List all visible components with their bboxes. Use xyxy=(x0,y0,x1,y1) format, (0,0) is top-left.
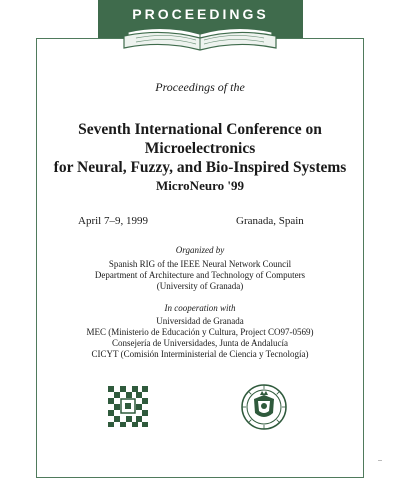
cooperation-line: Universidad de Granada xyxy=(156,316,244,326)
conference-location: Granada, Spain xyxy=(236,215,304,227)
cooperation-line: Consejería de Universidades, Junta de Andalucía xyxy=(112,338,288,348)
checkered-logo-icon xyxy=(106,384,150,428)
cooperation-line: MEC (Ministerio de Educación y Cultura, Project CO97-0569) xyxy=(86,327,314,337)
conference-acronym: MicroNeuro '99 xyxy=(156,178,244,193)
organizer-line: (University of Granada) xyxy=(156,281,244,291)
conference-title xyxy=(36,120,364,177)
title-line-2: for Neural, Fuzzy, and Bio-Inspired Systems xyxy=(53,159,347,176)
intro-line: Proceedings of the xyxy=(155,80,245,94)
organizer-line: Department of Architecture and Technology of Computers xyxy=(94,270,306,280)
cooperation-line: CICYT (Comisión Interministerial de Ciencia y Tecnología) xyxy=(91,349,309,359)
cooperation-list xyxy=(36,316,364,360)
cooperation-label: In cooperation with xyxy=(164,303,236,313)
university-seal-icon xyxy=(240,383,288,431)
organizers-list xyxy=(36,259,364,292)
conference-date: April 7–9, 1999 xyxy=(78,215,148,227)
organizer-line: Spanish RIG of the IEEE Neural Network Council xyxy=(108,259,292,269)
organized-by-label: Organized by xyxy=(175,245,225,255)
scan-speck xyxy=(378,460,382,461)
cover-frame xyxy=(36,38,364,478)
title-line-1: Seventh International Conference on Microelectronics xyxy=(78,121,322,157)
band-title: PROCEEDINGS xyxy=(132,6,269,22)
open-book-icon xyxy=(122,24,278,54)
